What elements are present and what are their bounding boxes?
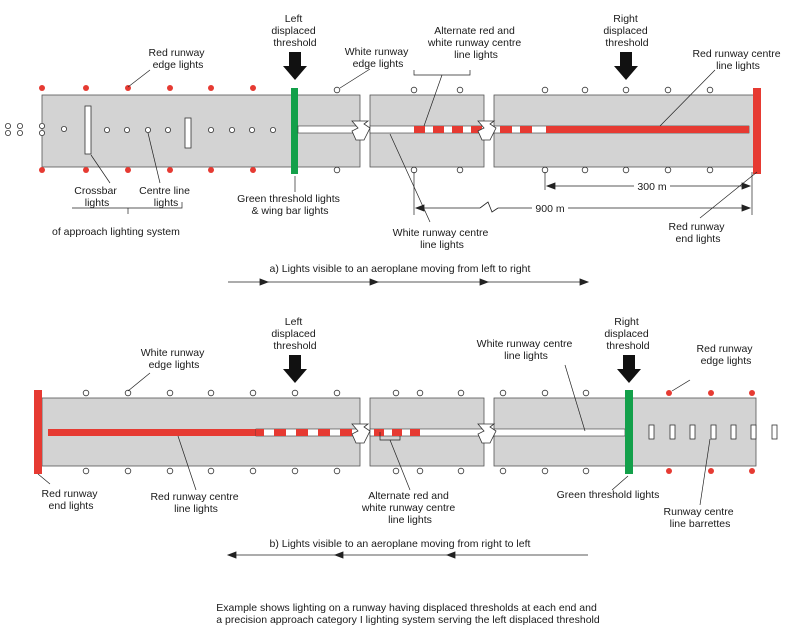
approach-label-a: of approach lighting system xyxy=(52,226,180,238)
white-centre-line-b xyxy=(494,429,625,436)
alternate-label-b: Alternate red and white runway centre line lights xyxy=(361,490,456,526)
alternate-centre-line-b xyxy=(374,429,420,436)
red-end-bar-b xyxy=(34,390,42,474)
red-end-bar-a xyxy=(753,88,761,174)
dimension-900-label: 900 m xyxy=(535,203,565,215)
red-edge-label-a: Red runway edge lights xyxy=(148,47,205,71)
down-arrow-icon xyxy=(283,355,307,383)
red-end-label-a: Red runway end lights xyxy=(668,221,725,245)
red-edge-label-b: Red runway edge lights xyxy=(696,343,753,367)
crossbar-light-1 xyxy=(85,106,91,154)
white-centre-label-b: White runway centre line lights xyxy=(476,338,573,362)
diagram-b xyxy=(34,316,777,558)
dimension-300-label: 300 m xyxy=(637,181,667,193)
left-threshold-label-b: Left displaced threshold xyxy=(271,316,317,352)
green-threshold-bar-b xyxy=(625,390,633,474)
white-edge-label-b: White runway edge lights xyxy=(140,347,205,371)
red-centre-line-b xyxy=(48,429,256,436)
alternate-label-a: Alternate red and white runway centre line lights xyxy=(427,25,522,61)
crossbar-light-2 xyxy=(185,118,191,148)
white-centre-label-a: White runway centre line lights xyxy=(392,227,489,251)
green-threshold-label-b: Green threshold lights xyxy=(556,489,660,501)
right-threshold-label-b: Right displaced threshold xyxy=(604,316,650,352)
down-arrow-icon xyxy=(283,52,307,80)
white-edge-label-a: White runway edge lights xyxy=(344,46,409,70)
red-centre-line-a xyxy=(546,126,749,133)
centre-line-label-a: Centre line lights xyxy=(139,185,190,209)
green-threshold-bar-a xyxy=(291,88,298,174)
red-centre-label-b: Red runway centre line lights xyxy=(150,491,239,515)
green-threshold-label-a: Green threshold lights & wing bar lights xyxy=(237,193,340,217)
direction-arrows-b xyxy=(228,552,588,558)
direction-arrows-a xyxy=(228,279,588,285)
red-end-label-b: Red runway end lights xyxy=(41,488,98,512)
barrettes-label-b: Runway centre line barrettes xyxy=(663,506,734,530)
down-arrow-icon xyxy=(617,355,641,383)
crossbar-label-a: Crossbar lights xyxy=(74,185,117,209)
caption-b: b) Lights visible to an aeroplane moving from right to left xyxy=(269,538,531,550)
right-threshold-label-a: Right displaced threshold xyxy=(603,13,649,49)
down-arrow-icon xyxy=(614,52,638,80)
caption-a: a) Lights visible to an aeroplane moving from left to right xyxy=(269,263,531,275)
diagram-a xyxy=(5,13,783,285)
left-threshold-label-a: Left displaced threshold xyxy=(271,13,317,49)
red-centre-label-a: Red runway centre line lights xyxy=(692,48,781,72)
white-centre-line-a1 xyxy=(298,126,360,133)
footnote: Example shows lighting on a runway having displaced thresholds at each end and a precision approach category I lighting system serving the left displaced threshold xyxy=(216,602,600,626)
